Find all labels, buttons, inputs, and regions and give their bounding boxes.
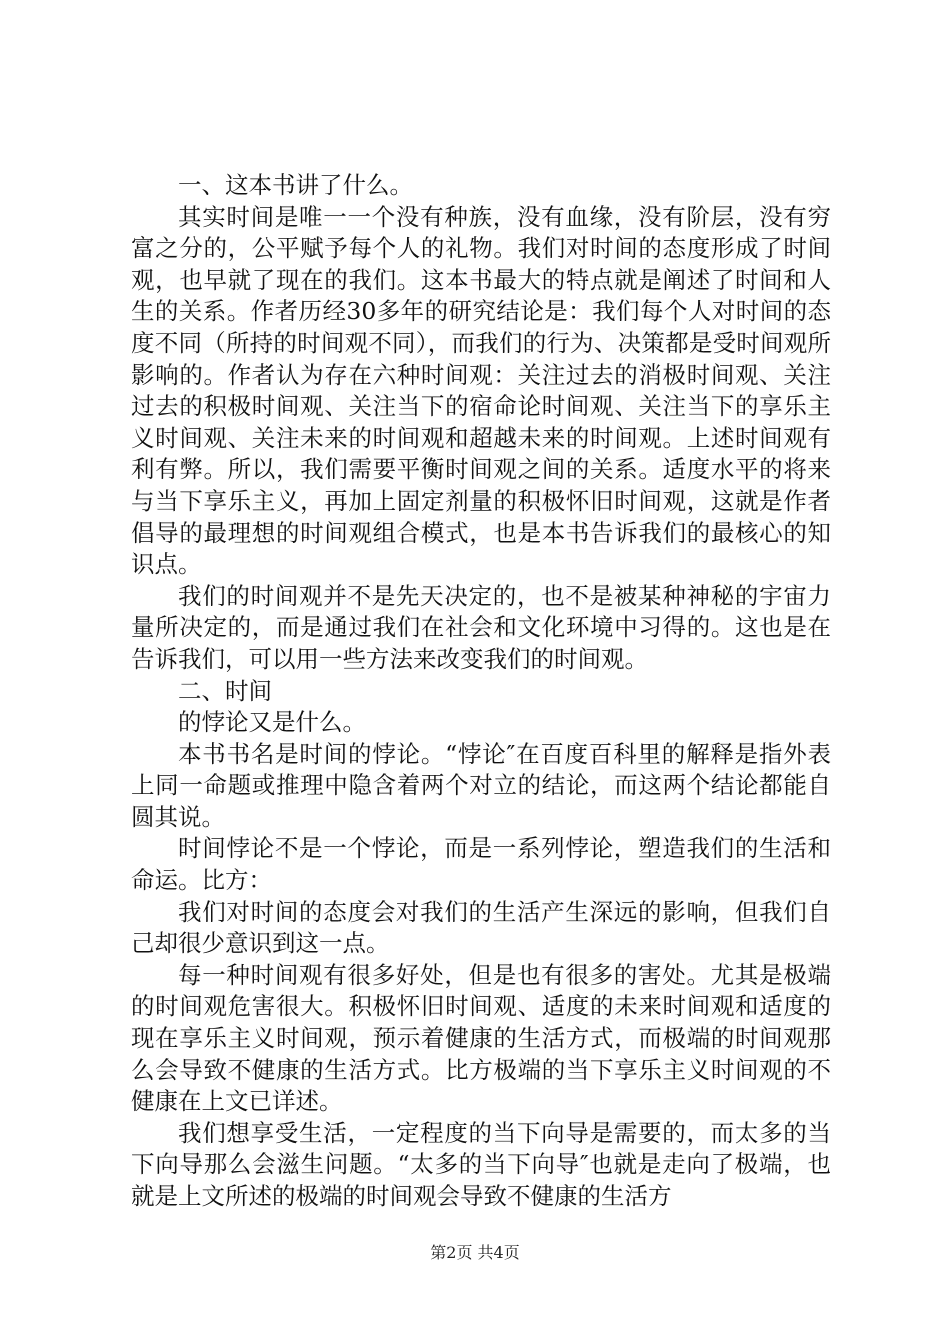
section-heading-2-continued: 的悖论又是什么。 (178, 708, 366, 737)
paragraph: 我们的时间观并不是先天决定的，也不是被某种神秘的宇宙力量所决定的，而是通过我们在社会和文化环境中习得的。这也是在告诉我们，可以用一些方法来改变我们的时间观。 (131, 581, 831, 673)
section-heading-1: 一、这本书讲了什么。 (178, 171, 413, 199)
paragraph: 每一种时间观有很多好处，但是也有很多的害处。尤其是极端的时间观危害很大。积极怀旧时间观、适度的未来时间观和适度的现在享乐主义时间观，预示着健康的生活方式，而极端的时间观那么会导致不健康的生活方式。比方极端的当下享乐主义时间观的不健康在上文已详述。 (131, 960, 831, 1116)
paragraph: 我们对时间的态度会对我们的生活产生深远的影响，但我们自己却很少意识到这一点。 (131, 897, 831, 958)
document-body (131, 170, 831, 1213)
paragraph: 其实时间是唯一一个没有种族，没有血缘，没有阶层，没有穷富之分的，公平赋予每个人的礼物。我们对时间的态度形成了时间观，也早就了现在的我们。这本书最大的特点就是阐述了时间和人生的关系。作者历经30多年的研究结论是：我们每个人对时间的态度不同（所持的时间观不同），而我们的行为、决策都是受时间观所影响的。作者认为存在六种时间观：关注过去的消极时间观、关注过去的积极时间观、关注当下的宿命论时间观、关注当下的享乐主义时间观、关注未来的时间观和超越未来的时间观。上述时间观有利有弊。所以，我们需要平衡时间观之间的关系。适度水平的将来与当下享乐主义，再加上固定剂量的积极怀旧时间观，这就是作者倡导的最理想的时间观组合模式，也是本书告诉我们的最核心的知识点。 (131, 202, 831, 579)
paragraph: 时间悖论不是一个悖论，而是一系列悖论，塑造我们的生活和命运。比方： (131, 834, 831, 895)
section-heading-2: 二、时间 (178, 676, 272, 705)
paragraph: 我们想享受生活，一定程度的当下向导是需要的，而太多的当下向导那么会滋生问题。“太多的当下向导″也就是走向了极端，也就是上文所述的极端的时间观会导致不健康的生活方 (131, 1118, 831, 1210)
page-number-footer: 第2页 共4页 (430, 1243, 520, 1262)
paragraph: 本书书名是时间的悖论。“悖论″在百度百科里的解释是指外表上同一命题或推理中隐含着两个对立的结论，而这两个结论都能自圆其说。 (131, 739, 831, 831)
